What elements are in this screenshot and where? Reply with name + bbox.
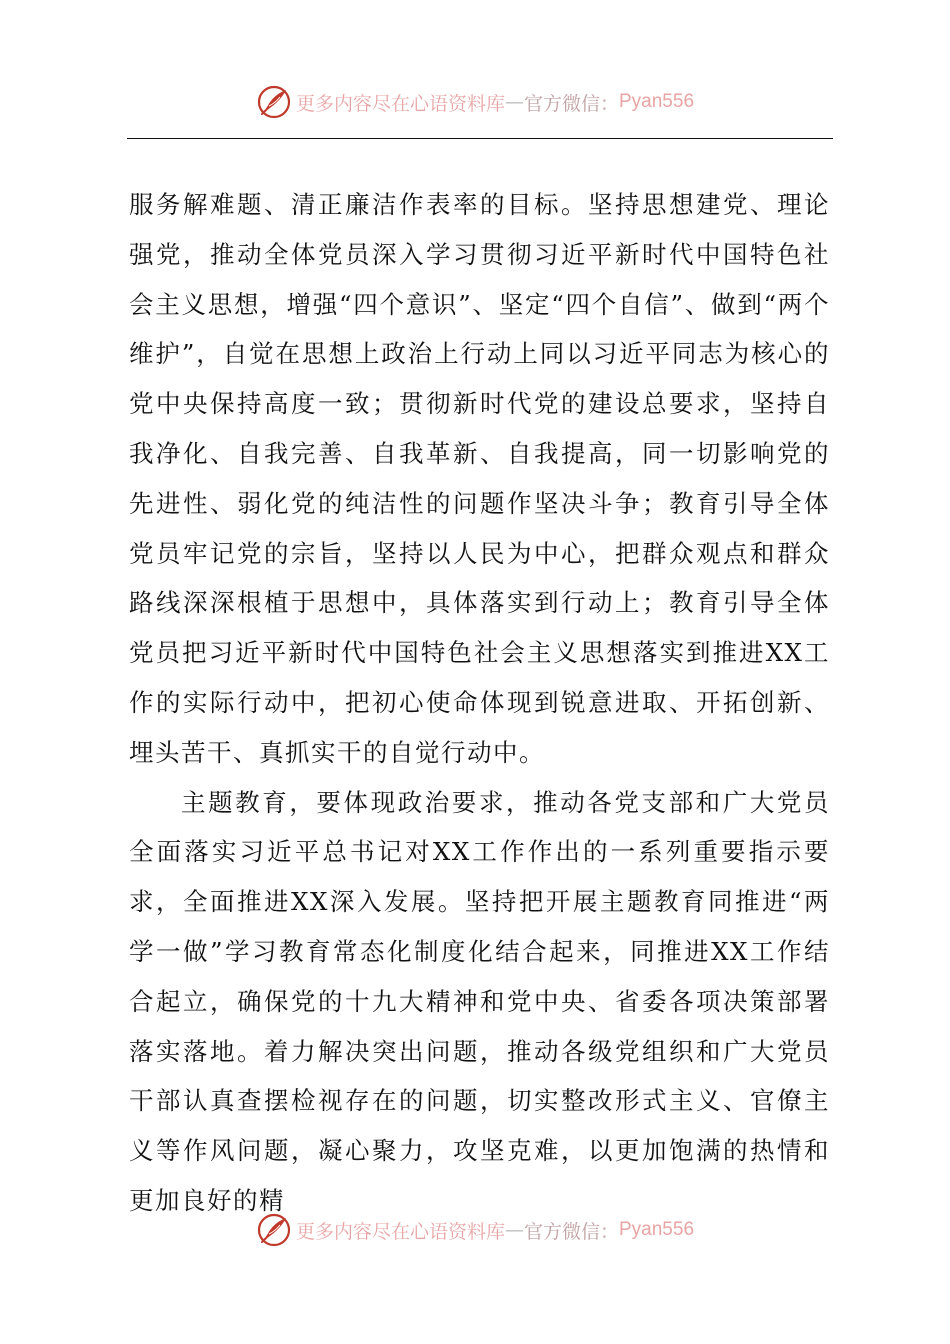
paragraph-1: 服务解难题、清正廉洁作表率的目标。坚持思想建党、理论强党，推动全体党员深入学习贯彻习近平新时代中国特色社会主义思想，增强“四个意识”、坚定“四个自信”、做到“两个维护”，自觉在思想上政治上行动上同以习近平同志为核心的党中央保持高度一致；贯彻新时代党的建设总要求，坚持自我净化、自我完善、自我革新、自我提高，同一切影响党的先进性、弱化党的纯洁性的问题作坚决斗争；教育引导全体党员牢记党的宗旨，坚持以人民为中心，把群众观点和群众路线深深根植于思想中，具体落实到行动上；教育引导全体党员把习近平新时代中国特色社会主义思想落实到推进XX工作的实际行动中，把初心使命体现到锐意进取、开拓创新、埋头苦干、真抓实干的自觉行动中。 (129, 190, 830, 767)
footer-wechat-label: 官方微信： (523, 1220, 619, 1243)
footer-wechat-id: Pyan556 (619, 1219, 695, 1240)
document-body (129, 180, 830, 1226)
feather-quill-logo-icon (256, 1212, 292, 1248)
header-divider (127, 138, 833, 139)
header-separator: — (504, 91, 524, 113)
header-wechat-label: 官方微信： (523, 92, 619, 115)
header-ad-text: 更多内容尽在心语资料库 (295, 92, 505, 115)
feather-quill-logo-icon (256, 84, 292, 120)
footer-ad-text: 更多内容尽在心语资料库 (295, 1220, 505, 1243)
header-banner (0, 82, 950, 122)
footer-separator: — (504, 1219, 524, 1241)
header-wechat-id: Pyan556 (619, 91, 695, 112)
footer-banner (0, 1210, 950, 1250)
paragraph-2: 主题教育，要体现政治要求，推动各党支部和广大党员全面落实习近平总书记对XX工作作出的一系列重要指示要求，全面推进XX深入发展。坚持把开展主题教育同推进“两学一做”学习教育常态化制度化结合起来，同推进XX工作结合起立，确保党的十九大精神和党中央、省委各项决策部署落实落地。着力解决突出问题，推动各级党组织和广大党员干部认真查摆检视存在的问题，切实整改形式主义、官僚主义等作风问题，凝心聚力，攻坚克难，以更加饱满的热情和更加良好的精 (129, 787, 830, 1215)
